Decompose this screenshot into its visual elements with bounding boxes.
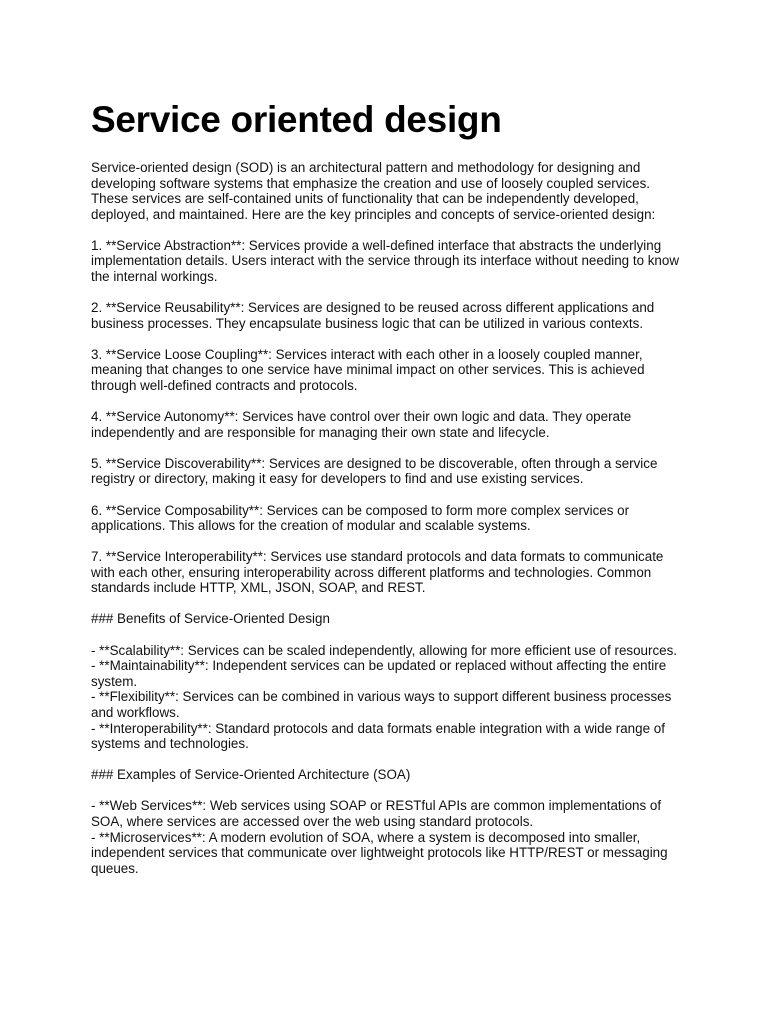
examples-heading: ### Examples of Service-Oriented Architecture (SOA) bbox=[91, 767, 411, 783]
benefits-list bbox=[91, 643, 682, 752]
principle-loose-coupling: 3. **Service Loose Coupling**: Services interact with each other in a loosely coupled manner, meaning that changes to one service have minimal impact on other services. This is achieved through well-defined contracts and protocols. bbox=[91, 346, 645, 394]
principle-reusability: 2. **Service Reusability**: Services are designed to be reused across different applications and business processes. They encapsulate business logic that can be utilized in various contexts. bbox=[91, 300, 655, 331]
list-item: - **Flexibility**: Services can be combined in various ways to support different business processes and workflows. bbox=[91, 689, 672, 720]
list-item: - **Web Services**: Web services using SOAP or RESTful APIs are common implementations of SOA, where services are accessed over the web using standard protocols. bbox=[91, 798, 662, 829]
list-item: - **Microservices**: A modern evolution of SOA, where a system is decomposed into smaller, independent services that communicate over lightweight protocols like HTTP/REST or messaging queues. bbox=[91, 829, 668, 876]
principle-abstraction: 1. **Service Abstraction**: Services provide a well-defined interface that abstracts the underlying implementation details. Users interact with the service through its interface without needing to know the internal workings. bbox=[91, 237, 679, 285]
principle-composability: 6. **Service Composability**: Services can be composed to form more complex services or applications. This allows for the creation of modular and scalable systems. bbox=[91, 502, 630, 534]
page-title: Service oriented design bbox=[91, 99, 502, 140]
principle-discoverability: 5. **Service Discoverability**: Services are designed to be discoverable, often through a service registry or directory, making it easy for developers to find and use existing services. bbox=[91, 455, 658, 487]
list-item: - **Maintainability**: Independent services can be updated or replaced without affecting the entire system. bbox=[91, 658, 667, 689]
principle-autonomy: 4. **Service Autonomy**: Services have control over their own logic and data. They operate independently and are responsible for managing their own state and lifecycle. bbox=[91, 409, 632, 440]
principle-interoperability: 7. **Service Interoperability**: Services use standard protocols and data formats to communicate with each other, ensuring interoperability across different platforms and technologies. Common standards include HTTP, XML, JSON, SOAP, and REST. bbox=[91, 549, 664, 596]
list-item: - **Interoperability**: Standard protocols and data formats enable integration with a wide range of systems and technologies. bbox=[91, 720, 665, 752]
benefits-heading: ### Benefits of Service-Oriented Design bbox=[91, 611, 330, 627]
examples-list bbox=[91, 798, 682, 876]
intro-paragraph: Service-oriented design (SOD) is an architectural pattern and methodology for designing and developing software systems that emphasize the creation and use of loosely coupled services. These services are self-contained units of functionality that can be independently developed, deployed, and maintained. Here are the key principles and concepts of service-oriented design: bbox=[91, 160, 656, 222]
list-item: - **Scalability**: Services can be scaled independently, allowing for more efficient use of resources. bbox=[91, 642, 678, 658]
